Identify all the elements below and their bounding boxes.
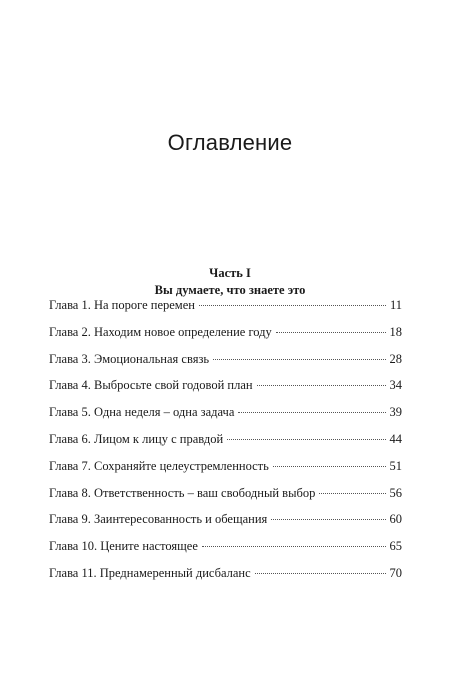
chapter-entry [49, 325, 402, 352]
chapter-page-number: 56 [389, 485, 402, 500]
dot-leader [255, 573, 386, 574]
chapter-page-number: 11 [389, 298, 402, 312]
chapter-entry [49, 432, 402, 459]
chapter-page-number: 34 [389, 378, 402, 393]
chapter-page-number: 60 [389, 512, 402, 527]
chapter-page-number: 39 [389, 405, 402, 420]
chapter-name: Глава 9. Заинтересованность и обещания [49, 512, 268, 527]
dot-leader [257, 385, 386, 386]
chapter-name: Глава 4. Выбросьте свой годовой план [49, 378, 253, 393]
part-label: Часть I [209, 266, 251, 280]
chapter-entry [49, 539, 402, 566]
chapter-name: Глава 6. Лицом к лицу с правдой [49, 431, 224, 446]
chapter-name: Глава 3. Эмоциональная связь [49, 351, 210, 366]
chapter-entry [49, 486, 402, 513]
chapter-page-number: 65 [389, 539, 402, 554]
chapter-name: Глава 10. Цените настоящее [49, 539, 198, 554]
dot-leader [271, 519, 385, 520]
chapter-entry [49, 512, 402, 539]
chapter-name: Глава 8. Ответственность – ваш свободный выбор [49, 485, 316, 500]
chapter-entry [49, 352, 402, 379]
chapter-page-number: 18 [389, 324, 402, 339]
chapter-page-number: 70 [389, 565, 402, 580]
chapter-entry [49, 459, 402, 486]
chapter-name: Глава 7. Сохраняйте целеустремленность [49, 458, 269, 473]
chapter-entry [49, 298, 402, 325]
dot-leader [273, 466, 386, 467]
dot-leader [202, 546, 386, 547]
chapter-page-number: 51 [389, 458, 402, 473]
chapter-entry [49, 378, 402, 405]
chapter-entry [49, 566, 402, 593]
dot-leader [199, 305, 386, 306]
dot-leader [238, 412, 385, 413]
dot-leader [319, 493, 385, 494]
chapter-name: Глава 11. Преднамеренный дисбаланс [49, 565, 251, 580]
chapter-entry [49, 405, 402, 432]
chapter-list [49, 298, 402, 593]
chapter-name: Глава 5. Одна неделя – одна задача [49, 405, 235, 420]
toc-title: Оглавление [167, 130, 293, 155]
chapter-name: Глава 2. Находим новое определение году [49, 324, 272, 339]
chapter-name: Глава 1. На пороге перемен [49, 298, 195, 312]
chapter-page-number: 28 [389, 351, 402, 366]
part-subtitle: Вы думаете, что знаете это [154, 283, 306, 297]
dot-leader [213, 359, 385, 360]
chapter-page-number: 44 [389, 431, 402, 446]
dot-leader [227, 439, 385, 440]
dot-leader [276, 332, 386, 333]
